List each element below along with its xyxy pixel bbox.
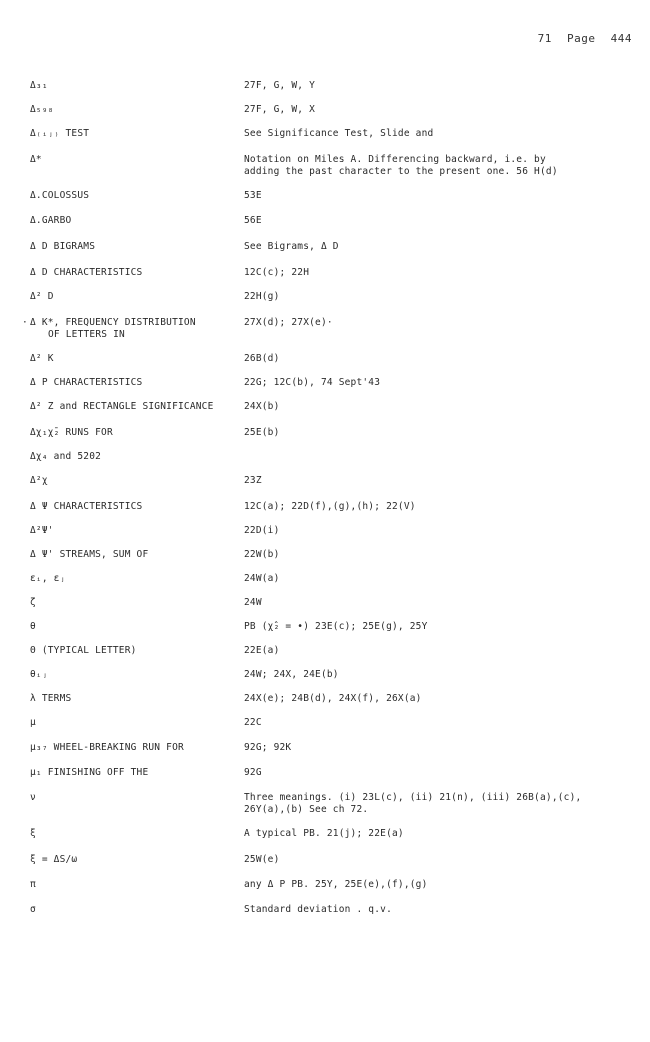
entry-term: ξ: [30, 828, 36, 839]
index-entry: [30, 879, 630, 904]
index-entry: [30, 154, 630, 190]
entry-term: ν: [30, 792, 36, 803]
index-entry: [30, 717, 630, 742]
index-entry: [30, 669, 630, 693]
index-entry: [30, 291, 630, 317]
entry-term: Δ Ψ' STREAMS, SUM OF: [30, 549, 149, 560]
entry-term: σ: [30, 904, 36, 915]
index-entry: [22, 317, 630, 353]
index-entry: [30, 621, 630, 645]
entry-term: θ: [30, 621, 36, 632]
index-entry: [30, 767, 630, 792]
index-entry: [30, 549, 630, 573]
entry-term: Δ*: [30, 154, 42, 165]
entry-reference: 24X(b): [244, 401, 280, 412]
entry-reference: PB (χ̂₂ = •) 23E(c); 25E(g), 25Y: [244, 621, 428, 632]
entry-reference: 23Z: [244, 475, 262, 486]
index-entry: [30, 353, 630, 377]
entry-term: Δ² K: [30, 353, 54, 364]
entry-term: Δ² D: [30, 291, 54, 302]
index-entry: [30, 904, 630, 929]
entry-term: π: [30, 879, 36, 890]
entry-term: Δχ₁χ̄₂ RUNS FOR: [30, 427, 113, 438]
entry-term: Δ D BIGRAMS: [30, 241, 96, 252]
index-entry: [30, 267, 630, 291]
entry-reference: Three meanings. (i) 23L(c), (ii) 21(n), (iii) 26B(a),(c), 26Y(a),(b) See ch 72.: [244, 792, 582, 815]
entry-reference: 22D(i): [244, 525, 280, 536]
index-entry: [30, 401, 630, 427]
entry-term: Δ K*, FREQUENCY DISTRIBUTION OF LETTERS IN: [30, 317, 196, 340]
entry-term: Δχ₄ and 5202: [30, 451, 102, 462]
entry-reference: 56E: [244, 215, 262, 226]
entry-reference: 22W(b): [244, 549, 280, 560]
index-entry: [30, 377, 630, 401]
entry-term: ζ: [30, 597, 36, 608]
index-entry: [30, 427, 630, 451]
entry-term: Δ₅₉₈: [30, 104, 54, 115]
entry-term: Δ.GARBO: [30, 215, 72, 226]
entry-term: Δ²Ψ': [30, 525, 54, 536]
entry-term: Δ.COLOSSUS: [30, 190, 90, 201]
index-entry: [30, 645, 630, 669]
entry-reference: See Significance Test, Slide and: [244, 128, 434, 139]
entry-reference: [244, 451, 628, 475]
page-header: 71 Page 444: [537, 32, 632, 45]
entry-reference: 24X(e); 24B(d), 24X(f), 26X(a): [244, 693, 422, 704]
entry-reference: 22C: [244, 717, 262, 728]
entry-reference: A typical PB. 21(j); 22E(a): [244, 828, 404, 839]
entry-reference: 26B(d): [244, 353, 280, 364]
index-entry: [30, 501, 630, 525]
entry-term: μ: [30, 717, 36, 728]
index-entry: [30, 525, 630, 549]
entry-term: εᵢ, εⱼ: [30, 573, 66, 584]
entry-reference: 27F, G, W, Y: [244, 80, 316, 91]
entry-reference: 22E(a): [244, 645, 280, 656]
entry-term: μ₁ FINISHING OFF THE: [30, 767, 149, 778]
index-entry: [30, 190, 630, 215]
entry-reference: 12C(c); 22H: [244, 267, 310, 278]
margin-dot: ·: [22, 317, 28, 328]
entry-reference: 25E(b): [244, 427, 280, 438]
entry-term: Δ²χ: [30, 475, 48, 486]
index-entry: [30, 792, 630, 828]
index-entry: [30, 573, 630, 597]
entry-reference: 12C(a); 22D(f),(g),(h); 22(V): [244, 501, 416, 512]
entry-term: Δ² Z and RECTANGLE SIGNIFICANCE: [30, 401, 214, 412]
entry-term: Δ P CHARACTERISTICS: [30, 377, 143, 388]
entry-reference: See Bigrams, Δ D: [244, 241, 339, 252]
entry-reference: 27F, G, W, X: [244, 104, 316, 115]
entry-reference: 22G; 12C(b), 74 Sept'43: [244, 377, 381, 388]
entry-reference: 92G: [244, 767, 262, 778]
entry-reference: 25W(e): [244, 854, 280, 865]
entry-reference: 24W: [244, 597, 262, 608]
entry-reference: 92G; 92K: [244, 742, 292, 753]
entry-reference: any Δ P PB. 25Y, 25E(e),(f),(g): [244, 879, 428, 890]
entry-reference: 27X(d); 27X(e)·: [244, 317, 333, 328]
entry-term: Δ₃₁: [30, 80, 48, 91]
index-entry: [30, 742, 630, 767]
entry-reference: Notation on Miles A. Differencing backward, i.e. by adding the past character to the present one. 56 H(d): [244, 154, 558, 177]
index-entries: [22, 80, 630, 929]
index-entry: [30, 693, 630, 717]
entry-reference: 24W; 24X, 24E(b): [244, 669, 339, 680]
entry-term: Δ Ψ CHARACTERISTICS: [30, 501, 143, 512]
index-entry: [30, 104, 630, 128]
entry-term: Θ (TYPICAL LETTER): [30, 645, 137, 656]
entry-term: Δ₍ᵢⱼ₎ TEST: [30, 128, 90, 139]
entry-term: λ TERMS: [30, 693, 72, 704]
entry-reference: 22H(g): [244, 291, 280, 302]
entry-reference: Standard deviation . q.v.: [244, 904, 392, 915]
entry-term: ξ = ΔS/ω: [30, 854, 78, 865]
entry-term: μ₃₇ WHEEL-BREAKING RUN FOR: [30, 742, 184, 753]
index-entry: [30, 475, 630, 501]
index-entry: [30, 128, 630, 154]
index-entry: [30, 80, 630, 104]
entry-reference: 24W(a): [244, 573, 280, 584]
entry-reference: 53E: [244, 190, 262, 201]
index-entry: [30, 854, 630, 879]
index-entry: [30, 451, 630, 475]
entry-term: θᵢⱼ: [30, 669, 48, 680]
entry-term: Δ D CHARACTERISTICS: [30, 267, 143, 278]
index-entry: [30, 597, 630, 621]
index-entry: [30, 241, 630, 267]
index-entry: [30, 828, 630, 854]
index-entry: [30, 215, 630, 241]
